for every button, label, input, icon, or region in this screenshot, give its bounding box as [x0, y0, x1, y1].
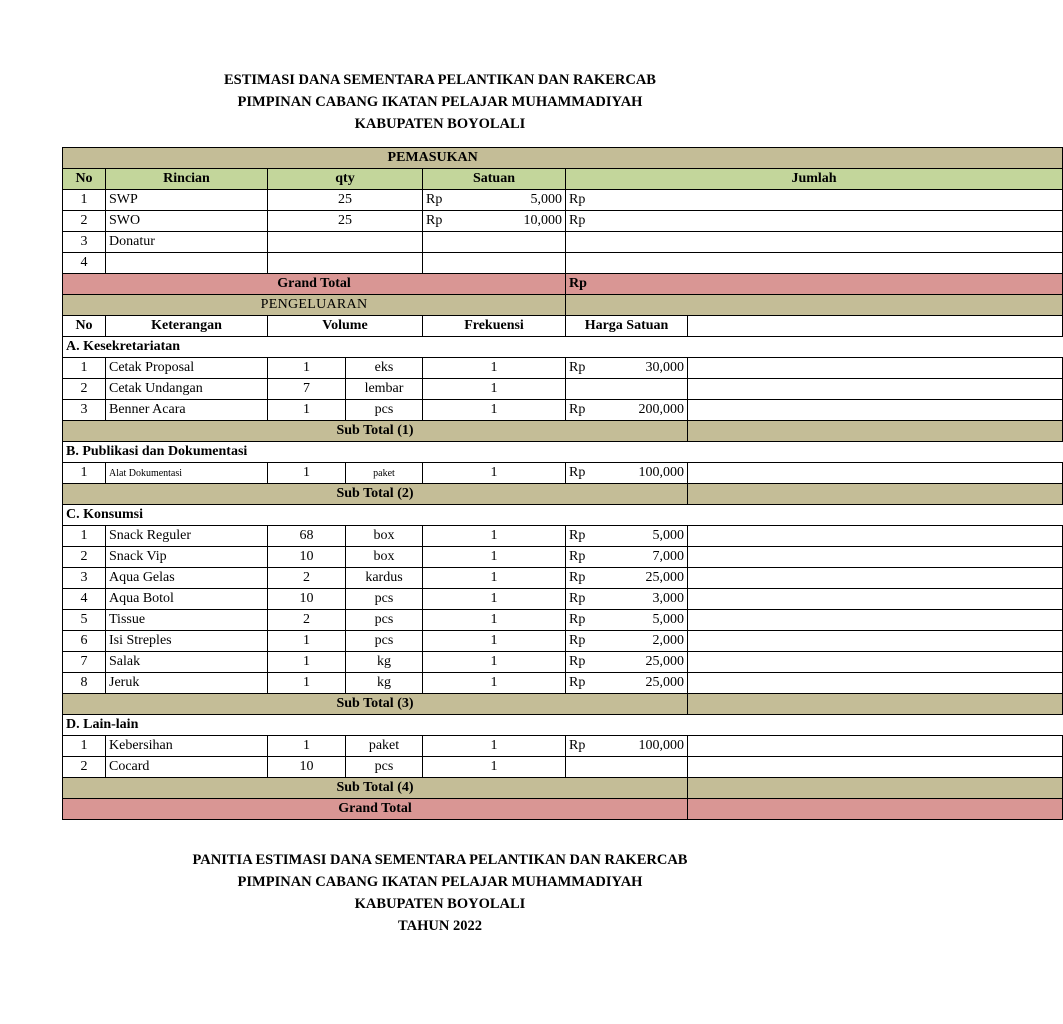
row-unit: pcs — [346, 757, 423, 778]
amount-value: 100,000 — [638, 738, 685, 753]
currency-label: Rp — [569, 549, 586, 564]
row-frekuensi: 1 — [423, 400, 566, 421]
row-jumlah: Rp — [566, 190, 1063, 211]
row-keterangan: Alat Dokumentasi — [106, 463, 268, 484]
amount-value: 3,000 — [652, 591, 685, 606]
row-extra — [688, 589, 1063, 610]
row-satuan — [423, 211, 566, 232]
row-no: 6 — [63, 631, 106, 652]
row-volume: 2 — [268, 568, 346, 589]
amount-value: 25,000 — [645, 675, 685, 690]
row-no: 2 — [63, 547, 106, 568]
section-title: B. Publikasi dan Dokumentasi — [63, 442, 688, 463]
grand-total-value: Rp — [566, 274, 1063, 295]
row-extra — [688, 547, 1063, 568]
row-unit: box — [346, 526, 423, 547]
expense-row — [63, 757, 1063, 778]
row-qty: 25 — [268, 211, 423, 232]
row-extra — [688, 757, 1063, 778]
row-extra — [688, 652, 1063, 673]
subtotal-value — [688, 484, 1063, 505]
row-unit: pcs — [346, 631, 423, 652]
expense-row — [63, 589, 1063, 610]
expense-row — [63, 631, 1063, 652]
row-harga — [566, 358, 688, 379]
col-header-qty: qty — [268, 169, 423, 190]
row-rincian — [106, 253, 268, 274]
row-extra — [688, 379, 1063, 400]
row-satuan — [423, 232, 566, 253]
expense-row — [63, 400, 1063, 421]
row-unit: kardus — [346, 568, 423, 589]
heading-fill — [566, 295, 1063, 316]
amount-value: 25,000 — [645, 654, 685, 669]
row-rincian: SWP — [106, 190, 268, 211]
pengeluaran-heading-row — [63, 295, 1063, 316]
col-header-no: No — [63, 316, 106, 337]
row-volume: 7 — [268, 379, 346, 400]
row-extra — [688, 631, 1063, 652]
row-extra — [688, 463, 1063, 484]
row-harga — [566, 463, 688, 484]
currency-label: Rp — [569, 738, 586, 753]
row-keterangan: Cetak Undangan — [106, 379, 268, 400]
amount-value: 7,000 — [652, 549, 685, 564]
section-fill — [688, 505, 1063, 526]
row-keterangan: Snack Reguler — [106, 526, 268, 547]
section-fill — [688, 715, 1063, 736]
row-harga — [566, 652, 688, 673]
row-unit: pcs — [346, 610, 423, 631]
currency-label: Rp — [569, 612, 586, 627]
subtotal-label: Sub Total (4) — [63, 778, 688, 799]
amount-value: 100,000 — [638, 465, 685, 480]
row-jumlah — [566, 253, 1063, 274]
col-header-no: No — [63, 169, 106, 190]
row-unit: kg — [346, 673, 423, 694]
pemasukan-heading-row — [63, 148, 1063, 169]
row-volume: 1 — [268, 673, 346, 694]
row-extra — [688, 526, 1063, 547]
row-unit: pcs — [346, 400, 423, 421]
row-frekuensi: 1 — [423, 736, 566, 757]
row-keterangan: Snack Vip — [106, 547, 268, 568]
amount-value: 5,000 — [530, 192, 563, 207]
grand-total-label: Grand Total — [63, 274, 566, 295]
section-title-row — [63, 715, 1063, 736]
row-no: 5 — [63, 610, 106, 631]
col-header-jumlah: Jumlah — [566, 169, 1063, 190]
pemasukan-row — [63, 232, 1063, 253]
pemasukan-heading: PEMASUKAN — [387, 150, 478, 165]
row-unit: kg — [346, 652, 423, 673]
section-title: C. Konsumsi — [63, 505, 688, 526]
row-harga — [566, 610, 688, 631]
budget-table-body — [63, 148, 1063, 820]
row-extra — [688, 400, 1063, 421]
row-no: 2 — [63, 211, 106, 232]
row-frekuensi: 1 — [423, 652, 566, 673]
row-unit: paket — [346, 736, 423, 757]
row-frekuensi: 1 — [423, 568, 566, 589]
row-keterangan: Benner Acara — [106, 400, 268, 421]
expense-row — [63, 358, 1063, 379]
row-keterangan: Jeruk — [106, 673, 268, 694]
row-extra — [688, 610, 1063, 631]
row-keterangan: Cetak Proposal — [106, 358, 268, 379]
amount-value: 200,000 — [638, 402, 685, 417]
row-volume: 1 — [268, 652, 346, 673]
subtotal-row — [63, 778, 1063, 799]
expense-row — [63, 736, 1063, 757]
row-unit: pcs — [346, 589, 423, 610]
row-no: 2 — [63, 379, 106, 400]
subtotal-row — [63, 421, 1063, 442]
subtotal-row — [63, 484, 1063, 505]
row-jumlah: Rp — [566, 211, 1063, 232]
row-extra — [688, 673, 1063, 694]
expense-row — [63, 526, 1063, 547]
row-frekuensi: 1 — [423, 589, 566, 610]
row-frekuensi: 1 — [423, 379, 566, 400]
grand-total-label: Grand Total — [63, 799, 688, 820]
row-keterangan: Aqua Botol — [106, 589, 268, 610]
row-unit: paket — [346, 463, 423, 484]
row-unit: lembar — [346, 379, 423, 400]
footer-line-1: PANITIA ESTIMASI DANA SEMENTARA PELANTIKAN DAN RAKERCAB — [192, 852, 688, 868]
expense-row — [63, 379, 1063, 400]
section-title-row — [63, 505, 1063, 526]
row-volume: 10 — [268, 547, 346, 568]
pengeluaran-heading: PENGELUARAN — [63, 295, 566, 316]
row-no: 3 — [63, 232, 106, 253]
currency-label: Rp — [569, 633, 586, 648]
row-frekuensi: 1 — [423, 526, 566, 547]
amount-value: 25,000 — [645, 570, 685, 585]
expense-row — [63, 568, 1063, 589]
budget-sheet — [62, 147, 837, 833]
currency-label: Rp — [569, 465, 586, 480]
amount-value: 2,000 — [652, 633, 685, 648]
row-volume: 1 — [268, 358, 346, 379]
grand-total-value — [688, 799, 1063, 820]
amount-value: 5,000 — [652, 612, 685, 627]
row-harga — [566, 757, 688, 778]
row-qty — [268, 253, 423, 274]
row-frekuensi: 1 — [423, 610, 566, 631]
section-title: A. Kesekretariatan — [63, 337, 688, 358]
row-volume: 1 — [268, 736, 346, 757]
row-volume: 1 — [268, 631, 346, 652]
row-no: 3 — [63, 400, 106, 421]
row-harga — [566, 568, 688, 589]
currency-label: Rp — [569, 591, 586, 606]
row-harga — [566, 547, 688, 568]
row-volume: 1 — [268, 463, 346, 484]
row-no: 8 — [63, 673, 106, 694]
pemasukan-row — [63, 253, 1063, 274]
amount-value: 30,000 — [645, 360, 685, 375]
expense-row — [63, 610, 1063, 631]
row-harga — [566, 526, 688, 547]
row-keterangan: Aqua Gelas — [106, 568, 268, 589]
title-line-3: KABUPATEN BOYOLALI — [354, 116, 526, 132]
expense-row — [63, 547, 1063, 568]
pemasukan-grand-total-row — [63, 274, 1063, 295]
row-no: 1 — [63, 526, 106, 547]
row-harga — [566, 673, 688, 694]
row-volume: 68 — [268, 526, 346, 547]
currency-label: Rp — [569, 570, 586, 585]
col-header-volume: Volume — [268, 316, 423, 337]
row-qty: 25 — [268, 190, 423, 211]
row-qty — [268, 232, 423, 253]
row-volume: 2 — [268, 610, 346, 631]
row-keterangan: Salak — [106, 652, 268, 673]
row-keterangan: Kebersihan — [106, 736, 268, 757]
row-rincian: SWO — [106, 211, 268, 232]
row-extra — [688, 358, 1063, 379]
row-frekuensi: 1 — [423, 673, 566, 694]
row-volume: 10 — [268, 757, 346, 778]
row-satuan — [423, 253, 566, 274]
document-title — [0, 69, 880, 135]
row-no: 1 — [63, 190, 106, 211]
col-header-rincian: Rincian — [106, 169, 268, 190]
row-keterangan: Isi Streples — [106, 631, 268, 652]
subtotal-label: Sub Total (1) — [63, 421, 688, 442]
section-fill — [688, 337, 1063, 358]
expense-row — [63, 463, 1063, 484]
footer-line-4: TAHUN 2022 — [398, 918, 482, 934]
subtotal-label: Sub Total (3) — [63, 694, 688, 715]
col-header-frekuensi: Frekuensi — [423, 316, 566, 337]
subtotal-value — [688, 421, 1063, 442]
row-volume: 1 — [268, 400, 346, 421]
row-harga — [566, 631, 688, 652]
currency-label: Rp — [569, 360, 586, 375]
subtotal-label: Sub Total (2) — [63, 484, 688, 505]
row-frekuensi: 1 — [423, 463, 566, 484]
currency-label: Rp — [569, 654, 586, 669]
row-keterangan: Cocard — [106, 757, 268, 778]
row-volume: 10 — [268, 589, 346, 610]
row-frekuensi: 1 — [423, 757, 566, 778]
row-no: 4 — [63, 589, 106, 610]
amount-value: 10,000 — [523, 213, 563, 228]
currency-label: Rp — [426, 192, 443, 207]
currency-label: Rp — [569, 402, 586, 417]
row-unit: box — [346, 547, 423, 568]
row-harga — [566, 400, 688, 421]
row-no: 7 — [63, 652, 106, 673]
currency-label: Rp — [569, 675, 586, 690]
pemasukan-row — [63, 190, 1063, 211]
expense-row — [63, 652, 1063, 673]
budget-table — [62, 147, 1063, 820]
row-no: 1 — [63, 358, 106, 379]
row-extra — [688, 736, 1063, 757]
footer-line-2: PIMPINAN CABANG IKATAN PELAJAR MUHAMMADIYAH — [237, 874, 643, 890]
row-no: 1 — [63, 463, 106, 484]
row-frekuensi: 1 — [423, 631, 566, 652]
document-footer — [0, 849, 880, 937]
row-harga — [566, 589, 688, 610]
col-header-satuan: Satuan — [423, 169, 566, 190]
section-title: D. Lain-lain — [63, 715, 688, 736]
section-fill — [688, 442, 1063, 463]
row-no: 3 — [63, 568, 106, 589]
subtotal-row — [63, 694, 1063, 715]
row-harga — [566, 736, 688, 757]
title-line-1: ESTIMASI DANA SEMENTARA PELANTIKAN DAN RAKERCAB — [224, 72, 656, 88]
footer-line-3: KABUPATEN BOYOLALI — [354, 896, 526, 912]
subtotal-value — [688, 778, 1063, 799]
row-satuan — [423, 190, 566, 211]
row-keterangan: Tissue — [106, 610, 268, 631]
row-unit: eks — [346, 358, 423, 379]
pemasukan-row — [63, 211, 1063, 232]
section-title-row — [63, 337, 1063, 358]
subtotal-value — [688, 694, 1063, 715]
row-rincian: Donatur — [106, 232, 268, 253]
row-jumlah — [566, 232, 1063, 253]
pemasukan-header-row — [63, 169, 1063, 190]
currency-label: Rp — [569, 528, 586, 543]
row-no: 4 — [63, 253, 106, 274]
pengeluaran-header-row — [63, 316, 1063, 337]
col-header-harga: Harga Satuan — [566, 316, 688, 337]
row-frekuensi: 1 — [423, 547, 566, 568]
expense-row — [63, 673, 1063, 694]
row-frekuensi: 1 — [423, 358, 566, 379]
row-no: 1 — [63, 736, 106, 757]
amount-value: 5,000 — [652, 528, 685, 543]
row-harga — [566, 379, 688, 400]
currency-label: Rp — [426, 213, 443, 228]
pengeluaran-grand-total-row — [63, 799, 1063, 820]
row-no: 2 — [63, 757, 106, 778]
section-title-row — [63, 442, 1063, 463]
title-line-2: PIMPINAN CABANG IKATAN PELAJAR MUHAMMADIYAH — [237, 94, 643, 110]
col-header-extra — [688, 316, 1063, 337]
col-header-keterangan: Keterangan — [106, 316, 268, 337]
row-extra — [688, 568, 1063, 589]
